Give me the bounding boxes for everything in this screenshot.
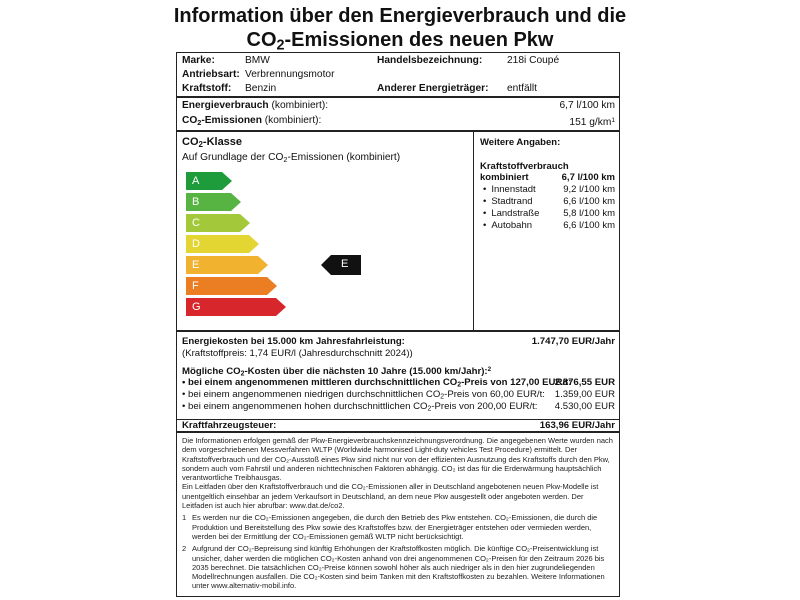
marke-value: BMW — [245, 55, 270, 66]
class-arrow-shape-icon — [186, 277, 277, 295]
class-arrow-shape-icon — [186, 298, 286, 316]
co2-cost-line-label: • bei einem angenommenen niedrigen durchschnittlichen $CO_2$-Preis von 60,00 EUR/t: — [182, 389, 545, 401]
co2-class-box — [176, 130, 620, 332]
bullet: • — [483, 208, 487, 219]
antrieb-value: Verbrennungsmotor — [245, 69, 335, 80]
energy-costs-label: Energiekosten bei 15.000 km Jahresfahrleistung: — [182, 336, 405, 347]
co2-class-arrow-c — [186, 214, 250, 232]
tax-label: Kraftfahrzeugsteuer: — [182, 420, 277, 431]
co2-cost-line-value: 1.359,00 EUR — [554, 389, 615, 400]
title-line-1: Information über den Energieverbrauch und die — [173, 5, 627, 27]
co2-costs-heading: Mögliche $CO_2$-Kosten über die nächsten 10 Jahre (15.000 km/Jahr):$^2$ — [182, 365, 492, 378]
bullet: • — [483, 220, 487, 231]
bullet: • — [483, 184, 487, 195]
co2-emissions-value: 151 $g/km^1$ — [569, 116, 615, 128]
title-line-2: $CO_2$-Emissionen des neuen Pkw — [246, 29, 554, 54]
kraftstoff-label: Kraftstoff: — [182, 83, 232, 94]
energy-costs-note: (Kraftstoffpreis: 1,74 EUR/l (Jahresdurchschnitt 2024)) — [182, 348, 413, 359]
co2-cost-line-label: • bei einem angenommenen hohen durchschnittlichen $CO_2$-Preis von 200,00 EUR/t: — [182, 401, 538, 413]
weitere-item-text: Innenstadt — [491, 184, 536, 195]
kv-line-2: kombiniert — [480, 172, 529, 183]
kv-value: 6,7 l/100 km — [561, 172, 615, 183]
legal-paragraph-1: Die Informationen erfolgen gemäß der Pkw-Energieverbrauchskennzeichnungsverordnung. Die angegebenen Werte wurden nach dem vorgeschriebenen Messverfahren WLTP (Worldwide harmonised Light-duty vehicles Test Procedure) ermittelt. Der Kraftstoffverbrauch und der CO₂-Ausstoß eines Pkw sind nicht nur von der effizienten Ausnutzung des Kraftstoffs durch den Pkw, sondern auch vom Fahrstil und anderen nichttechnischen Faktoren abhängig. CO₂ ist das für die Erderwärmung hauptsächlich verantwortliche Treibhausgas. — [182, 436, 613, 483]
co2-cost-line-value: 4.530,00 EUR — [554, 401, 615, 412]
co2-class-arrow-b — [186, 193, 241, 211]
antrieb-label: Antriebsart: — [182, 69, 240, 80]
column-divider — [473, 131, 474, 331]
weitere-heading: Weitere Angaben: — [480, 137, 561, 148]
weitere-item-value: 6,6 l/100 km — [563, 196, 615, 207]
class-letter: A — [192, 175, 200, 187]
costs-box — [176, 330, 620, 433]
co2-class-arrow-g — [186, 298, 286, 316]
weitere-item-text: Autobahn — [491, 220, 533, 231]
co2-cost-line-value: 2.876,55 EUR — [554, 377, 615, 388]
co2-cost-line-label: • bei einem angenommenen mittleren durchschnittlichen $CO_2$-Preis von 127,00 EUR/t: — [182, 377, 572, 389]
bullet: • — [483, 196, 487, 207]
weitere-item-value: 6,6 l/100 km — [563, 220, 615, 231]
energy-value: 6,7 l/100 km — [559, 100, 615, 111]
page-title — [0, 4, 800, 58]
co2-class-arrow-f — [186, 277, 277, 295]
current-class-letter: E — [341, 258, 349, 270]
co2-class-arrow-a — [186, 172, 232, 190]
energy-costs-value: 1.747,70 EUR/Jahr — [531, 336, 615, 347]
class-letter: E — [192, 259, 200, 271]
class-letter: F — [192, 280, 199, 292]
marke-label: Marke: — [182, 55, 215, 66]
kraftstoff-value: Benzin — [245, 83, 277, 94]
co2-class-arrow-e — [186, 256, 268, 274]
weitere-item-label — [483, 219, 532, 232]
weitere-item-value: 9,2 l/100 km — [563, 184, 615, 195]
legal-paragraph-2: Ein Leitfaden über den Kraftstoffverbrauch und die CO₂-Emissionen aller in Deutschland angebotenen neuen Pkw-Modelle ist unentgeltlich einsehbar an jedem Verkaufsort in Deutschland, an dem neue Pkw ausgestellt oder angeboten werden. Der Leitfaden ist auch hier abrufbar: www.dat.de/co2. — [182, 482, 599, 511]
energy-label: Energieverbrauch (kombiniert): — [182, 100, 329, 111]
co2-class-heading: $CO_2$-Klasse — [182, 136, 243, 149]
anderer-value: entfällt — [507, 83, 538, 94]
co2-emissions-label: $CO_2$-Emissionen (kombiniert): — [182, 115, 322, 127]
class-letter: C — [192, 217, 200, 229]
co2-class-arrow-d — [186, 235, 259, 253]
kv-line-1: Kraftstoffverbrauch — [480, 161, 569, 172]
weitere-item-value: 5,8 l/100 km — [563, 208, 615, 219]
consumption-box — [176, 96, 620, 132]
handel-label: Handelsbezeichnung: — [377, 55, 483, 66]
weitere-item-text: Landstraße — [491, 208, 540, 219]
legal-text — [182, 436, 614, 591]
current-class-marker — [321, 255, 361, 275]
weitere-item-text: Stadtrand — [491, 196, 533, 207]
class-letter: G — [192, 301, 201, 313]
co2-class-subheading: Auf Grundlage der $CO_2$-Emissionen (kombiniert) — [182, 152, 401, 164]
handel-value: 218i Coupé — [507, 55, 560, 66]
anderer-label: Anderer Energieträger: — [377, 83, 489, 94]
tax-value: 163,96 EUR/Jahr — [539, 420, 615, 431]
class-letter: B — [192, 196, 200, 208]
footnote-1: 1 Es werden nur die CO₂-Emissionen angegeben, die durch den Betrieb des Pkw entstehen. CO₂-Emissionen, die durch die Produktion und Bereitstellung des Pkw sowie des Kraftstoffes bzw. der Energieträger entstehen oder vermieden werden, werden bei der Ermittlung der CO₂-Emissionen gemäß WLTP nicht berücksichtigt. — [182, 513, 598, 541]
class-letter: D — [192, 238, 200, 250]
footnote-2: 2 Aufgrund der CO₂-Bepreisung sind künftig Erhöhungen der Kraftstoffkosten möglich. Die künftige CO₂-Preisentwicklung ist unsicher, daher werden die möglichen CO₂-Kosten anhand von drei angenommenen CO₂-Preisen für den Zeitraum 2026 bis 2035 berechnet. Die tatsächlichen CO₂-Preise können sowohl höher als auch niedriger als in den hier zugrundeliegenden Modellrechnungen ausfallen. Die CO₂-Kosten sind beim Tanken mit den Kraftstoffkosten zu bezahlen. Weitere Informationen unter www.alternativ-mobil.info. — [182, 544, 605, 591]
vehicle-info-box — [176, 52, 620, 98]
